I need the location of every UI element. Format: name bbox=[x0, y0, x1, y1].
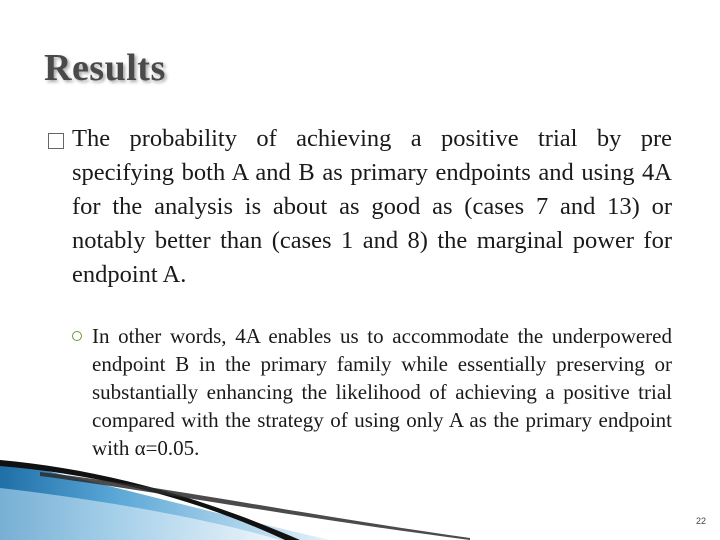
slide-title: Results bbox=[44, 47, 166, 89]
bullet-text: The probability of achieving a positive trial by pre specifying both A and B as primary endpoints and using 4A for the analysis is about as good as (cases 7 and 13) or notably better than (cases 1 and 8) the marginal power for endpoint A. bbox=[72, 125, 672, 288]
bullet-item bbox=[48, 122, 672, 292]
square-bullet-icon bbox=[48, 133, 64, 149]
decorative-swoosh bbox=[0, 440, 480, 540]
sub-bullet-text: In other words, 4A enables us to accommodate the underpowered endpoint B in the primary family while essentially preserving or substantially enhancing the likelihood of achieving a positive trial compared with the strategy of using only A as the primary endpoint with α=0.05. bbox=[92, 324, 672, 460]
page-number: 22 bbox=[695, 516, 706, 526]
circle-bullet-icon bbox=[72, 331, 82, 341]
